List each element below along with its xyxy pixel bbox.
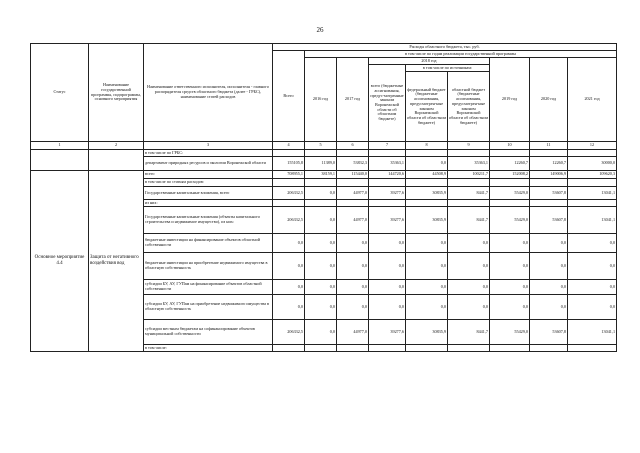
- value-cell: 0,0: [530, 295, 568, 320]
- row-label: субсидии БУ, АУ, ГУПам на финансирование объектов областной собственности: [144, 280, 273, 295]
- column-number: 8: [406, 142, 448, 150]
- value-cell: 39277,6: [369, 320, 406, 345]
- header-2018-all: всего (бюджетные ассигнования, предус-мотренные законом Воронежской области об областном бюджете): [369, 65, 406, 142]
- header-federal: федеральный бюджет (бюджетные ассигнования, предусмотрен-ные законом Воронежской области об областном бюджете): [406, 72, 448, 142]
- value-cell: [305, 345, 337, 352]
- value-cell: 0,0: [568, 280, 617, 295]
- value-cell: 0,0: [568, 295, 617, 320]
- value-cell: [337, 179, 369, 187]
- header-2016: 2016 год: [305, 58, 337, 142]
- value-cell: 13041,1: [568, 320, 617, 345]
- value-cell: 115440,0: [337, 171, 369, 179]
- row-label: Государственные капитальные вложения, всего: [144, 187, 273, 200]
- value-cell: 0,0: [369, 295, 406, 320]
- column-number: 4: [273, 142, 305, 150]
- value-cell: 44977,0: [337, 187, 369, 200]
- status-cell-upper: [31, 150, 89, 171]
- value-cell: 53607,8: [530, 320, 568, 345]
- value-cell: 12260,7: [490, 157, 530, 171]
- row-label: бюджетные инвестиции на финансирование объектов областной собственности: [144, 234, 273, 253]
- value-cell: [406, 179, 448, 187]
- value-cell: 39277,6: [369, 207, 406, 234]
- column-number: 10: [490, 142, 530, 150]
- row-label: субсидии БУ, АУ, ГУПам на приобретение недвижимого имущества в областную собственность: [144, 295, 273, 320]
- value-cell: 53607,8: [530, 207, 568, 234]
- value-cell: 0,0: [273, 280, 305, 295]
- value-cell: 30000,0: [568, 157, 617, 171]
- program-cell: Защита от негативного воздействия вод: [89, 171, 144, 352]
- value-cell: 0,0: [568, 253, 617, 280]
- value-cell: 0,0: [337, 234, 369, 253]
- value-cell: 206332,5: [273, 207, 305, 234]
- column-number: 6: [337, 142, 369, 150]
- header-2017: 2017 год: [337, 58, 369, 142]
- budget-table: [30, 43, 617, 352]
- header-2021: 2021 год: [568, 58, 617, 142]
- value-cell: 109620,3: [568, 171, 617, 179]
- value-cell: 144720,6: [369, 171, 406, 179]
- value-cell: 206332,5: [273, 320, 305, 345]
- header-2020: 2020 год: [530, 58, 568, 142]
- table-row: [31, 171, 617, 179]
- value-cell: [369, 150, 406, 157]
- row-label: субсидии местным бюджетам на софинансирование объектов муниципальной собственности: [144, 320, 273, 345]
- header-executor: Наименование ответственного исполнителя, исполнителя - главного распорядителя средств областного бюджета (далее - ГРБС), наименование статей расходов: [144, 44, 273, 142]
- value-cell: 55429,0: [490, 187, 530, 200]
- value-cell: 0,0: [305, 187, 337, 200]
- header-2019: 2019 год: [490, 58, 530, 142]
- value-cell: 55429,0: [490, 320, 530, 345]
- value-cell: 39277,6: [369, 187, 406, 200]
- column-number-row: [31, 142, 617, 150]
- value-cell: 149006,9: [530, 171, 568, 179]
- value-cell: 0,0: [305, 280, 337, 295]
- value-cell: [273, 345, 305, 352]
- value-cell: [337, 150, 369, 157]
- row-label: в том числе:: [144, 345, 273, 352]
- table-row: [31, 150, 617, 157]
- value-cell: 0,0: [530, 234, 568, 253]
- value-cell: 30835,9: [406, 320, 448, 345]
- header-regional: областной бюджет (бюджетные ассигнования, предусмотрен-ные законом Воронежской области об областном бюджете): [448, 72, 490, 142]
- value-cell: 0,0: [490, 295, 530, 320]
- value-cell: [530, 345, 568, 352]
- header-by-years: в том числе по годам реализации государственной программы: [305, 51, 617, 58]
- value-cell: [369, 179, 406, 187]
- value-cell: [273, 200, 305, 207]
- header-program: Наименование государственной программы, подпрограммы, основного мероприятия: [89, 44, 144, 142]
- value-cell: 30835,9: [406, 187, 448, 200]
- value-cell: 0,0: [530, 253, 568, 280]
- value-cell: 0,0: [448, 280, 490, 295]
- column-number: 5: [305, 142, 337, 150]
- value-cell: [369, 345, 406, 352]
- value-cell: [305, 200, 337, 207]
- value-cell: 0,0: [273, 234, 305, 253]
- header-status: Статус: [31, 44, 89, 142]
- value-cell: 11389,0: [305, 157, 337, 171]
- program-cell-upper: [89, 150, 144, 171]
- value-cell: 0,0: [273, 295, 305, 320]
- value-cell: [530, 179, 568, 187]
- value-cell: 0,0: [305, 320, 337, 345]
- value-cell: [490, 179, 530, 187]
- value-cell: 152008,2: [490, 171, 530, 179]
- value-cell: 0,0: [337, 280, 369, 295]
- row-label: из них:: [144, 200, 273, 207]
- row-label: всего: [144, 171, 273, 179]
- value-cell: 35363,1: [448, 157, 490, 171]
- value-cell: 0,0: [490, 253, 530, 280]
- header-by-sources: в том числе по источникам:: [406, 65, 490, 72]
- value-cell: 0,0: [490, 234, 530, 253]
- value-cell: 44508,9: [406, 171, 448, 179]
- value-cell: [448, 150, 490, 157]
- row-label: департамент природных ресурсов и экологии Воронежской области: [144, 157, 273, 171]
- row-label: бюджетные инвестиции на приобретение недвижимого имущества в областную собственность: [144, 253, 273, 280]
- value-cell: 0,0: [490, 280, 530, 295]
- value-cell: 100211,7: [448, 171, 490, 179]
- value-cell: [406, 150, 448, 157]
- value-cell: 206332,5: [273, 187, 305, 200]
- value-cell: 0,0: [337, 295, 369, 320]
- value-cell: [337, 345, 369, 352]
- value-cell: 53607,8: [530, 187, 568, 200]
- column-number: 1: [31, 142, 89, 150]
- value-cell: 0,0: [406, 253, 448, 280]
- value-cell: 0,0: [406, 157, 448, 171]
- column-number: 12: [568, 142, 617, 150]
- column-number: 9: [448, 142, 490, 150]
- column-number: 11: [530, 142, 568, 150]
- value-cell: [568, 345, 617, 352]
- column-number: 7: [369, 142, 406, 150]
- value-cell: 0,0: [369, 253, 406, 280]
- value-cell: 0,0: [406, 280, 448, 295]
- value-cell: 0,0: [448, 253, 490, 280]
- row-label: Государственные капитальные вложения (объекты капитального строительства и недвижимое имущество), из них:: [144, 207, 273, 234]
- value-cell: 44977,0: [337, 320, 369, 345]
- value-cell: 0,0: [305, 207, 337, 234]
- value-cell: [490, 200, 530, 207]
- value-cell: [448, 345, 490, 352]
- value-cell: 0,0: [448, 234, 490, 253]
- value-cell: 0,0: [448, 295, 490, 320]
- value-cell: [490, 345, 530, 352]
- value-cell: [406, 345, 448, 352]
- value-cell: [568, 200, 617, 207]
- value-cell: 53832,3: [337, 157, 369, 171]
- value-cell: 35363,1: [369, 157, 406, 171]
- column-number: 2: [89, 142, 144, 150]
- value-cell: [305, 150, 337, 157]
- value-cell: 44977,0: [337, 207, 369, 234]
- value-cell: 8441,7: [448, 207, 490, 234]
- value-cell: 13041,1: [568, 207, 617, 234]
- value-cell: 12260,7: [530, 157, 568, 171]
- value-cell: 0,0: [305, 295, 337, 320]
- header-expenses: Расходы областного бюджета, тыс. руб.: [273, 44, 617, 51]
- value-cell: [273, 150, 305, 157]
- value-cell: 708955,1: [273, 171, 305, 179]
- header-total: Всего: [273, 51, 305, 142]
- value-cell: 155105,8: [273, 157, 305, 171]
- value-cell: [369, 200, 406, 207]
- column-number: 3: [144, 142, 273, 150]
- value-cell: [273, 179, 305, 187]
- value-cell: 0,0: [273, 253, 305, 280]
- value-cell: [490, 150, 530, 157]
- value-cell: [305, 179, 337, 187]
- value-cell: [568, 179, 617, 187]
- value-cell: 38159,1: [305, 171, 337, 179]
- value-cell: 55429,0: [490, 207, 530, 234]
- header-2018: 2018 год: [369, 58, 490, 65]
- value-cell: [448, 200, 490, 207]
- value-cell: [530, 150, 568, 157]
- row-label: в том числе по статьям расходов:: [144, 179, 273, 187]
- value-cell: 0,0: [568, 234, 617, 253]
- row-label: в том числе по ГРБС:: [144, 150, 273, 157]
- value-cell: 0,0: [406, 234, 448, 253]
- status-cell: Основное мероприятие 4.4: [31, 171, 89, 352]
- value-cell: [448, 179, 490, 187]
- value-cell: 0,0: [337, 253, 369, 280]
- value-cell: 0,0: [305, 234, 337, 253]
- value-cell: 13041,1: [568, 187, 617, 200]
- value-cell: 0,0: [305, 253, 337, 280]
- value-cell: 0,0: [530, 280, 568, 295]
- value-cell: 8441,7: [448, 320, 490, 345]
- value-cell: 0,0: [369, 280, 406, 295]
- page-number: 26: [316, 26, 324, 34]
- value-cell: [530, 200, 568, 207]
- value-cell: 8441,7: [448, 187, 490, 200]
- value-cell: [568, 150, 617, 157]
- value-cell: 0,0: [406, 295, 448, 320]
- value-cell: [337, 200, 369, 207]
- value-cell: 0,0: [369, 234, 406, 253]
- value-cell: [406, 200, 448, 207]
- value-cell: 30835,9: [406, 207, 448, 234]
